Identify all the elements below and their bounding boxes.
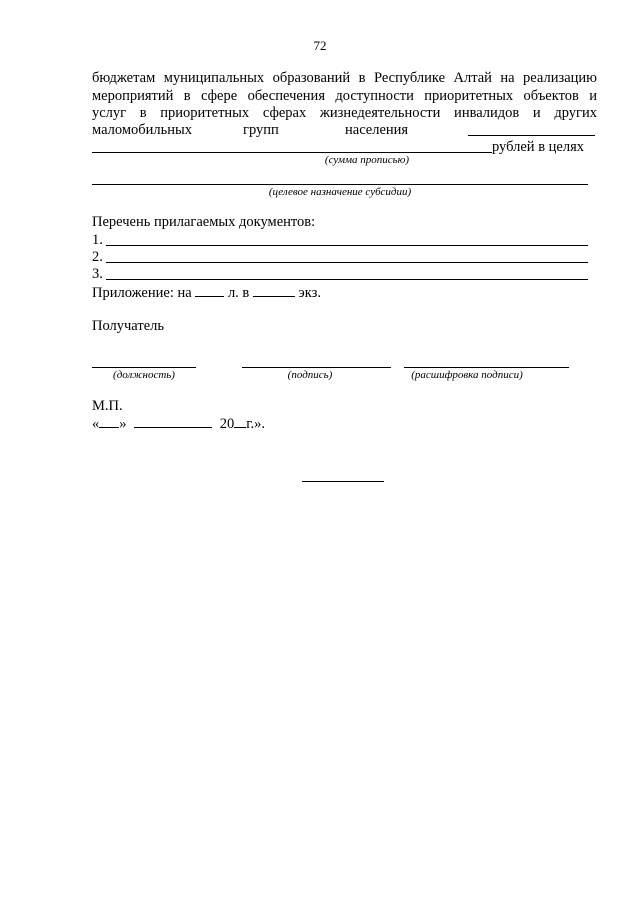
appendix-prefix: Приложение: на (92, 285, 192, 301)
caption-sum-in-words: (сумма прописью) (324, 154, 410, 166)
caption-position: (должность) (113, 369, 175, 381)
appendix-sheets: л. в (227, 285, 250, 301)
intro-line-3: услуг в приоритетных сферах жизнедеятельности инвалидов и других (92, 105, 597, 122)
seal-label: М.П. (92, 398, 123, 414)
amount-field-line[interactable] (468, 135, 595, 136)
date-month-field[interactable] (134, 415, 212, 428)
recipient-label: Получатель (92, 318, 164, 334)
document-item-1-number: 1. (92, 232, 103, 248)
date-day-field[interactable] (99, 415, 119, 428)
intro-word-2: групп (243, 122, 279, 138)
caption-subsidy-purpose: (целевое назначение субсидии) (268, 186, 412, 198)
date-open-quote: « (92, 416, 100, 432)
subsidy-purpose-field-line[interactable] (92, 184, 588, 185)
intro-paragraph (92, 70, 597, 123)
page-number: 72 (313, 38, 327, 53)
intro-line-2: мероприятий в сфере обеспечения доступности приоритетных объектов и (92, 87, 597, 104)
document-item-2-field-line[interactable] (106, 262, 588, 263)
sum-suffix: рублей в целях (492, 139, 585, 155)
document-item-1-field-line[interactable] (106, 245, 588, 246)
sum-in-words-field-line[interactable] (92, 152, 492, 153)
intro-line-1: бюджетам муниципальных образований в Республике Алтай на реализацию (92, 70, 597, 86)
date-year-suffix: г.». (246, 416, 266, 432)
documents-heading: Перечень прилагаемых документов: (92, 214, 316, 230)
date-line (92, 415, 265, 433)
caption-signature-decoding: (расшифровка подписи) (411, 369, 523, 381)
signature-field-line[interactable] (242, 367, 391, 368)
closing-divider (302, 481, 384, 482)
document-item-2-number: 2. (92, 249, 103, 265)
intro-word-1: маломобильных (92, 122, 193, 138)
appendix-copies: экз. (298, 285, 321, 301)
date-close-quote: » (119, 416, 127, 432)
intro-word-3: населения (345, 122, 409, 138)
sheets-count-field[interactable] (195, 284, 224, 297)
appendix-line (92, 284, 321, 302)
copies-count-field[interactable] (253, 284, 295, 297)
date-year-field[interactable] (234, 415, 246, 428)
document-item-3-number: 3. (92, 266, 103, 282)
document-item-3-field-line[interactable] (106, 279, 588, 280)
signature-decoding-field-line[interactable] (404, 367, 569, 368)
caption-signature: (подпись) (287, 369, 333, 381)
position-field-line[interactable] (92, 367, 196, 368)
date-year-prefix: 20 (219, 416, 235, 432)
